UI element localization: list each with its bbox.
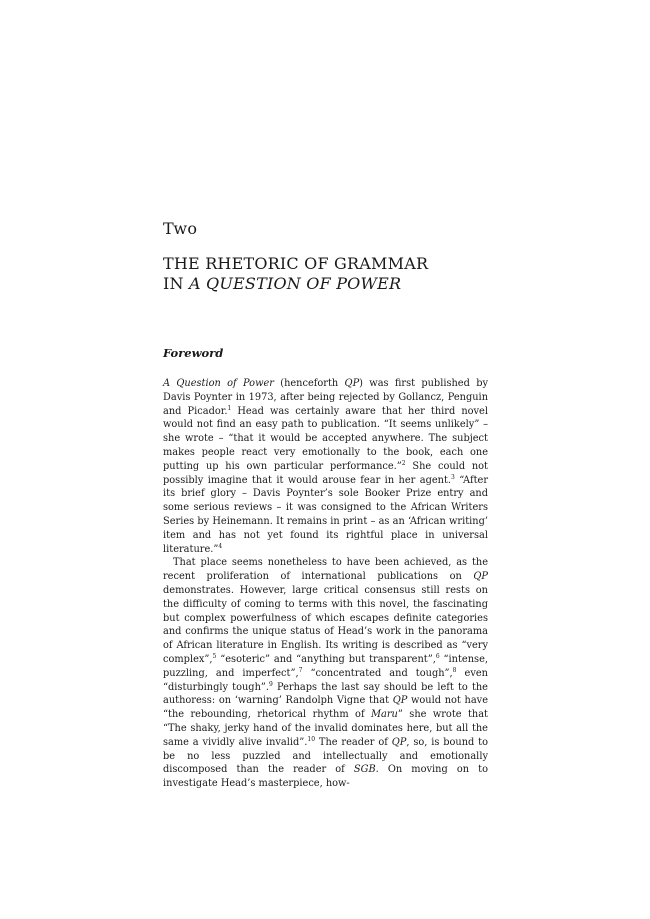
book-abbreviation: QP [392,695,408,707]
footnote-ref: 6 [435,652,440,660]
chapter-title-prefix: IN [163,274,190,293]
text-run: (henceforth [273,378,345,389]
text-run: “intense, puzzling, and imperfect”, [163,653,488,679]
footnote-ref: 7 [298,666,303,674]
text-run: That place seems nonetheless to have been achieved, as the recent proliferation of international publications on [163,557,488,583]
chapter-title [163,254,428,294]
text-run: even “disturbingly tough”. [163,667,488,693]
section-heading: Foreword [163,346,224,360]
book-title: Maru [371,709,398,721]
footnote-ref: 2 [401,459,406,467]
book-title: A Question of Power [163,378,274,389]
footnote-ref: 3 [451,473,455,481]
text-run: ) was first published by Davis Poynter in 1973, after being rejected by Gollancz, Penguin and Picador. [163,378,488,417]
chapter-title-book: A QUESTION OF POWER [189,274,402,293]
text-run: . On moving on to investigate Head’s masterpiece, how- [163,764,488,790]
chapter-title-line-2 [163,274,428,294]
footnote-ref: 9 [269,680,273,688]
text-run: Head was certainly aware that her third novel would not find an easy path to publication. “It seems unlikely” – she wrote – “that it would be accepted anywhere. The subject makes people react very emotionally to the book, each one putting up his own particular performance.” [163,405,488,472]
book-abbreviation: QP [473,571,488,583]
text-run: “After its brief glory – Davis Poynter’s sole Booker Prize entry and some serious reviews – it was consigned to the African Writers Series by Heinemann. It remains in print – as an ‘African writing’ item and has not yet found its rightful place in universal literature.” [163,474,488,555]
chapter-number: Two [163,219,198,238]
chapter-title-line-1: THE RHETORIC OF GRAMMAR [163,254,429,273]
text-run: , so, is bound to be no less puzzled and intellectually and emotionally discomposed than the reader of [163,736,488,776]
book-abbreviation: QP [344,378,360,389]
body-text [163,377,488,791]
book-abbreviation: QP [391,736,407,748]
text-run: ” she wrote that “The shaky, jerky hand of the invalid dominates here, but all the same a vividly alive invalid”. [163,709,488,748]
book-abbreviation: SGB [353,764,376,776]
text-run: The reader of [315,736,392,748]
text-run: demonstrates. However, large critical consensus still rests on the difficulty of coming to terms with this novel, the fascinating but complex powerfulness of which escapes definite categories and confirms the unique status of Head’s work in the panorama of African literature in English. Its writing is described as “very complex”, [163,584,488,665]
paragraph-1 [163,377,488,556]
footnote-ref: 1 [227,404,232,412]
footnote-ref: 8 [452,666,457,674]
text-run: She could not possibly imagine that it would arouse fear in her agent. [163,460,488,486]
footnote-ref: 4 [218,542,223,550]
text-run: would not have “the rebounding, rhetorical rhythm of [163,695,489,721]
footnote-ref: 5 [212,652,217,660]
paragraph-2 [163,556,488,791]
footnote-ref: 10 [307,735,316,743]
text-run: “esoteric” and “anything but transparent”, [216,653,436,665]
text-run: “concentrated and tough”, [302,667,453,679]
text-run: Perhaps the last say should be left to the authoress: on ‘warning’ Randolph Vigne that [163,681,488,707]
